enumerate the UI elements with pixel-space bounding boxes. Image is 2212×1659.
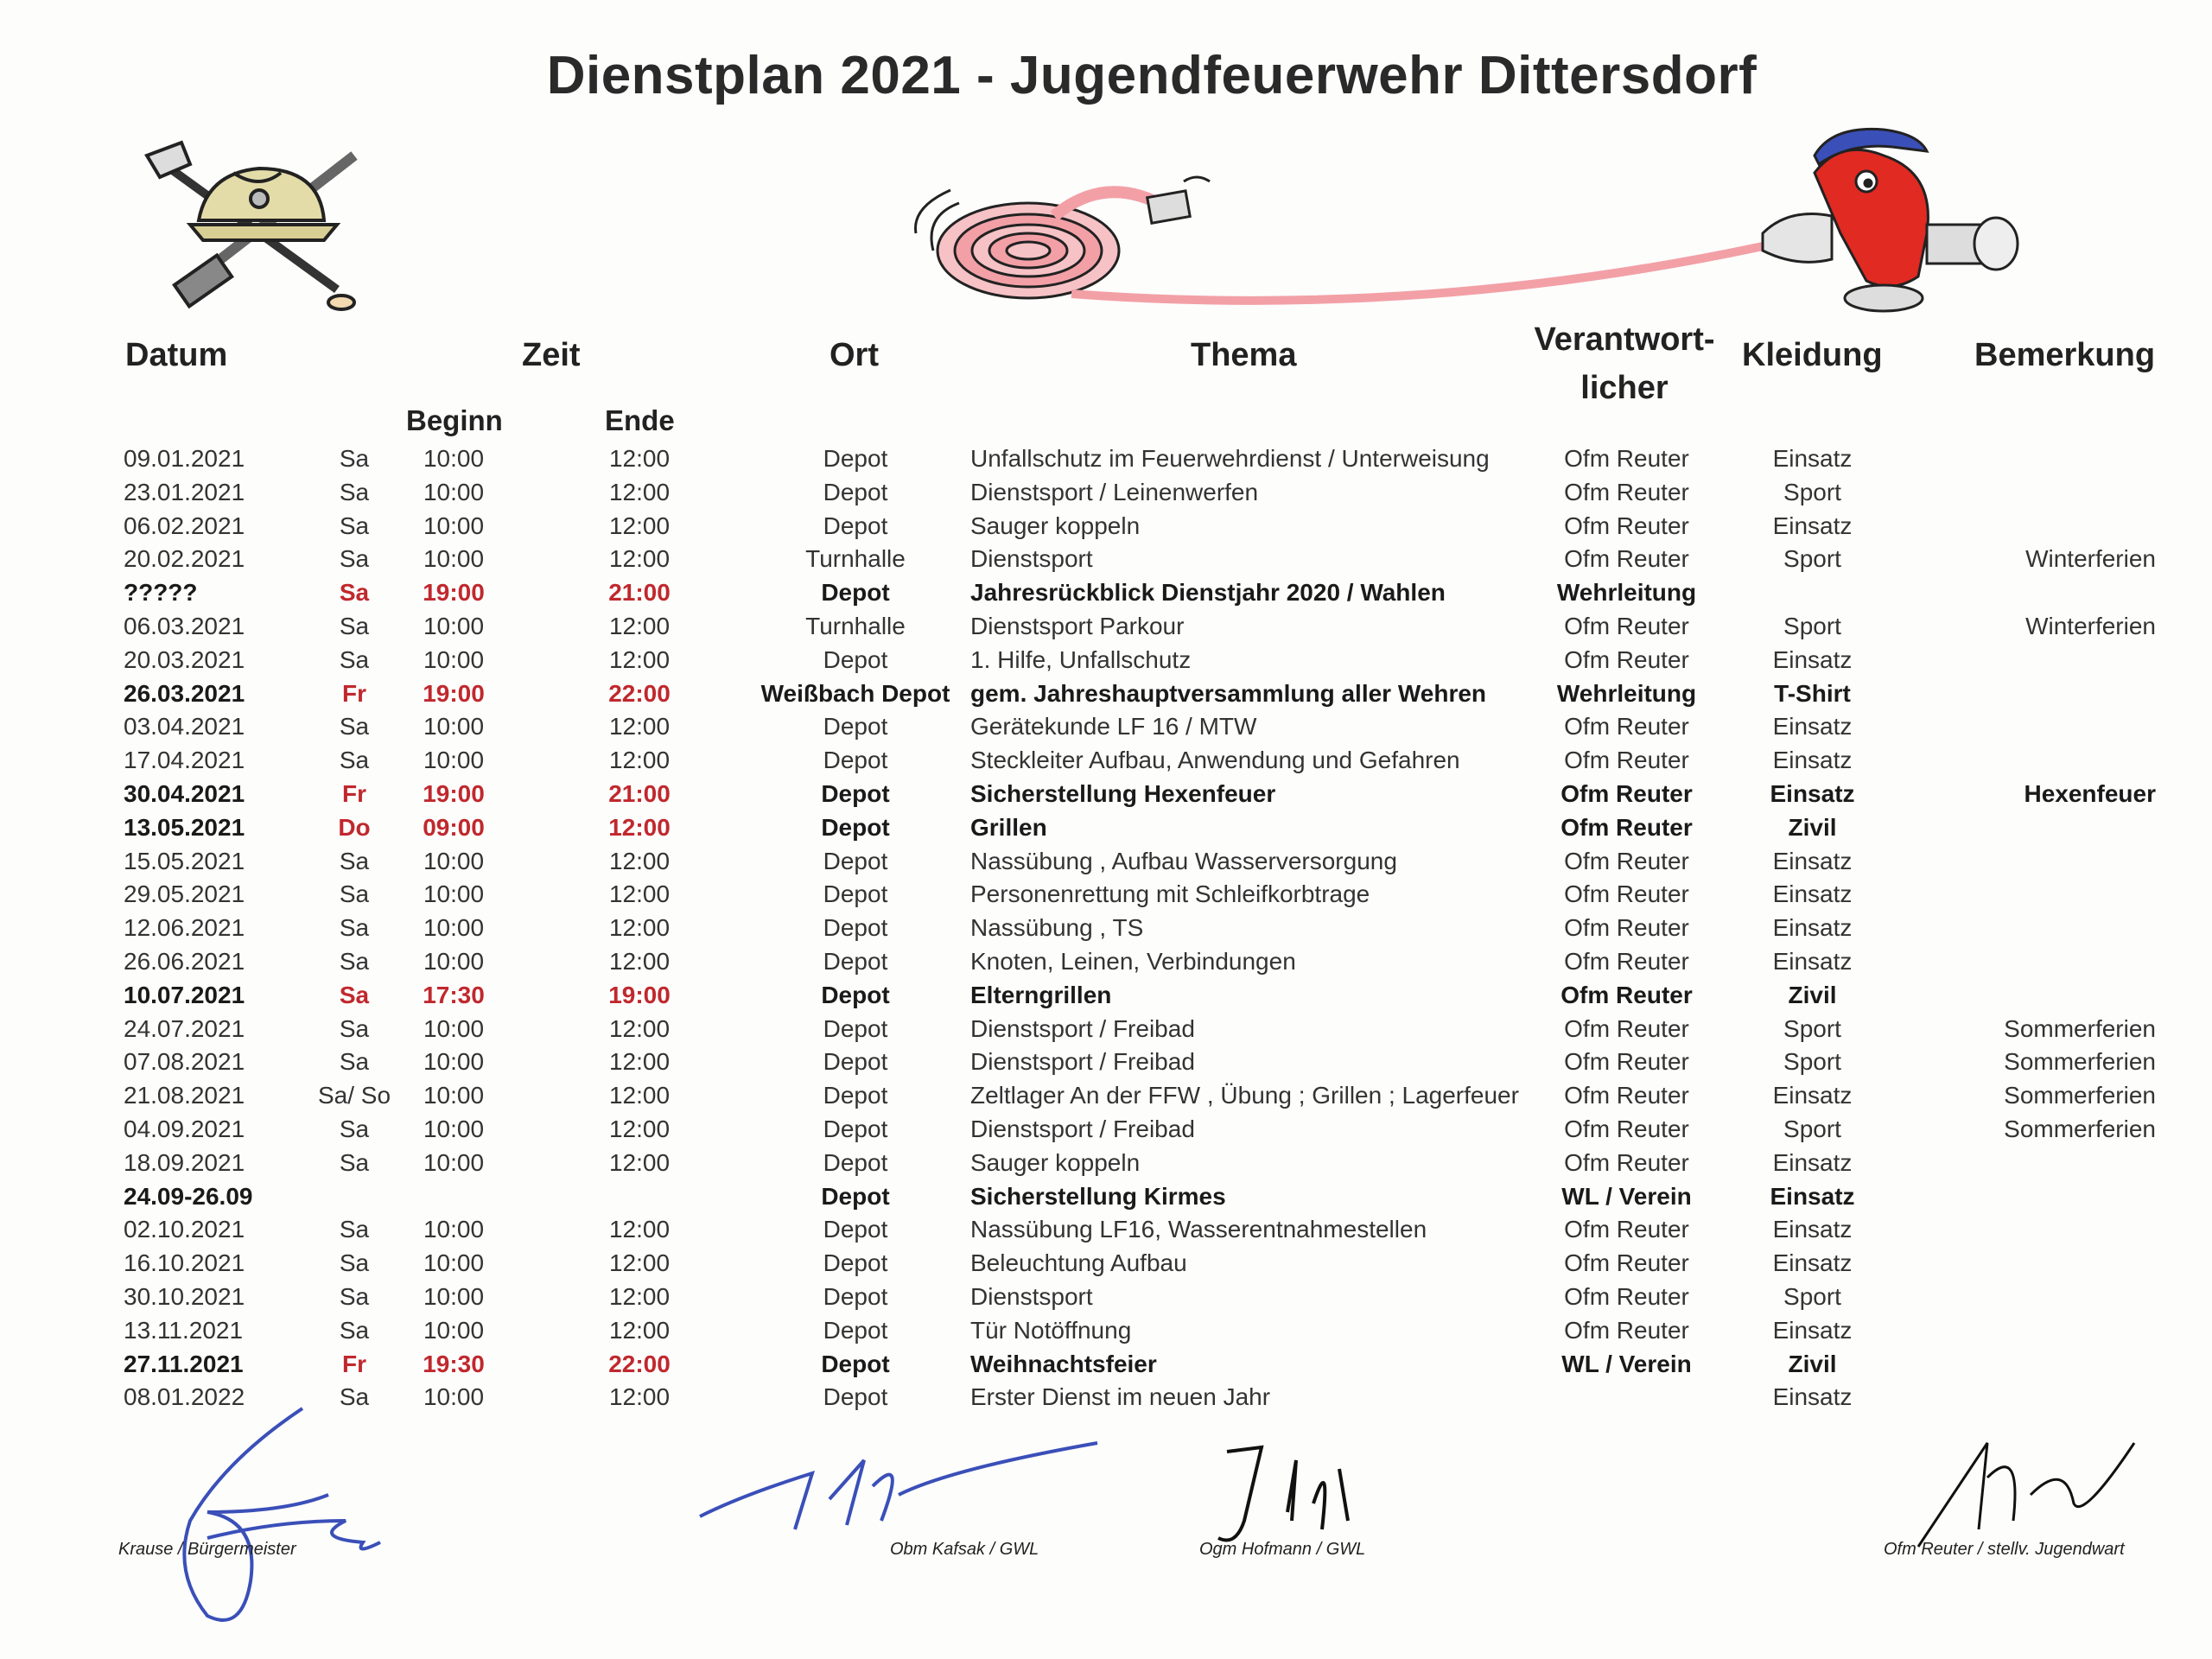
cell-thema: Dienstsport / Freibad xyxy=(970,1014,1195,1042)
cell-day: Sa xyxy=(339,947,370,975)
cell-end: 12:00 xyxy=(608,1148,671,1176)
cell-end: 22:00 xyxy=(608,1350,671,1377)
header-bemerkung: Bemerkung xyxy=(1974,337,2156,373)
cell-date: 24.09-26.09 xyxy=(124,1182,253,1210)
cell-ort: Depot xyxy=(821,1182,890,1210)
cell-begin: 10:00 xyxy=(423,545,485,573)
cell-begin: 10:00 xyxy=(423,713,485,741)
cell-end: 12:00 xyxy=(608,947,671,975)
cell-verantwortlicher: Ofm Reuter xyxy=(1564,645,1689,673)
cell-date: 04.09.2021 xyxy=(124,1115,245,1142)
cell-end: 12:00 xyxy=(608,1115,671,1142)
cell-ort: Depot xyxy=(821,1350,890,1377)
cell-thema: Zeltlager An der FFW , Übung ; Grillen ; Lagerfeuer xyxy=(970,1082,1519,1109)
cell-kleidung: Zivil xyxy=(1788,981,1837,1008)
cell-ort: Depot xyxy=(821,579,890,607)
cell-date: 12.06.2021 xyxy=(124,914,245,942)
cell-end: 12:00 xyxy=(608,512,671,539)
cell-thema: Nassübung LF16, Wasserentnahmestellen xyxy=(970,1216,1427,1243)
table-row xyxy=(0,644,2212,677)
cell-day: Sa xyxy=(339,612,370,639)
cell-begin: 10:00 xyxy=(423,880,485,908)
cell-end: 12:00 xyxy=(608,1082,671,1109)
cell-date: 30.10.2021 xyxy=(124,1282,245,1310)
cell-ort: Depot xyxy=(823,478,888,505)
cell-thema: Dienstsport / Leinenwerfen xyxy=(970,478,1259,505)
cell-kleidung: Einsatz xyxy=(1772,1148,1853,1176)
cell-day: Sa xyxy=(339,1249,370,1277)
cell-day: Fr xyxy=(342,779,366,807)
cell-date: 20.03.2021 xyxy=(124,645,245,673)
cell-date: 16.10.2021 xyxy=(124,1249,245,1277)
cell-kleidung: T-Shirt xyxy=(1774,679,1851,707)
cell-begin: 10:00 xyxy=(423,847,485,874)
cell-ort: Depot xyxy=(823,1115,888,1142)
cell-ort: Depot xyxy=(823,847,888,874)
cell-ort: Depot xyxy=(823,914,888,942)
cell-end: 12:00 xyxy=(608,1249,671,1277)
cell-end: 12:00 xyxy=(608,1316,671,1344)
cell-kleidung: Einsatz xyxy=(1772,1082,1853,1109)
cell-ort: Depot xyxy=(823,1082,888,1109)
cell-date: 07.08.2021 xyxy=(124,1048,245,1076)
header-kleidung: Kleidung xyxy=(1742,337,1883,373)
cell-end: 12:00 xyxy=(608,914,671,942)
cell-begin: 19:00 xyxy=(423,679,485,707)
table-row xyxy=(0,710,2212,744)
cell-day: Sa xyxy=(339,445,370,472)
cell-date: 03.04.2021 xyxy=(124,713,245,741)
table-row xyxy=(0,1180,2212,1214)
cell-kleidung: Einsatz xyxy=(1772,512,1853,539)
cell-begin: 10:00 xyxy=(423,1048,485,1076)
cell-begin: 10:00 xyxy=(423,1316,485,1344)
cell-verantwortlicher: WL / Verein xyxy=(1561,1350,1692,1377)
cell-bemerkung: Winterferien xyxy=(2025,545,2156,573)
schedule-table xyxy=(0,442,2212,1414)
cell-date: ????? xyxy=(124,579,198,607)
cell-date: 29.05.2021 xyxy=(124,880,245,908)
cell-kleidung: Zivil xyxy=(1788,813,1837,841)
cell-thema: Sicherstellung Kirmes xyxy=(970,1182,1226,1210)
cell-thema: Nassübung , TS xyxy=(970,914,1144,942)
cell-day: Sa xyxy=(339,981,370,1008)
cell-verantwortlicher: Ofm Reuter xyxy=(1564,1316,1689,1344)
cell-verantwortlicher: Ofm Reuter xyxy=(1564,880,1689,908)
cell-ort: Depot xyxy=(823,1216,888,1243)
cell-day: Sa xyxy=(339,1282,370,1310)
signature-label-krause: Krause / Bürgermeister xyxy=(118,1540,296,1559)
cell-kleidung: Sport xyxy=(1783,1282,1841,1310)
cell-kleidung: Sport xyxy=(1783,545,1841,573)
cell-thema: Unfallschutz im Feuerwehrdienst / Unterweisung xyxy=(970,445,1490,472)
table-row xyxy=(0,1314,2212,1348)
cell-begin: 10:00 xyxy=(423,747,485,774)
cell-end: 12:00 xyxy=(608,813,671,841)
cell-end: 12:00 xyxy=(608,747,671,774)
cell-date: 02.10.2021 xyxy=(124,1216,245,1243)
cell-thema: Dienstsport xyxy=(970,1282,1093,1310)
cell-date: 26.03.2021 xyxy=(124,679,245,707)
table-row xyxy=(0,912,2212,945)
cell-thema: Steckleiter Aufbau, Anwendung und Gefahren xyxy=(970,747,1460,774)
cell-verantwortlicher: Wehrleitung xyxy=(1556,679,1697,707)
table-row xyxy=(0,1046,2212,1079)
cell-date: 09.01.2021 xyxy=(124,445,245,472)
cell-date: 30.04.2021 xyxy=(124,779,245,807)
cell-day: Sa/ So xyxy=(317,1082,391,1109)
cell-ort: Depot xyxy=(821,813,890,841)
cell-day: Sa xyxy=(339,1014,370,1042)
cell-ort: Depot xyxy=(823,1282,888,1310)
cell-end: 19:00 xyxy=(608,981,671,1008)
cell-thema: Grillen xyxy=(970,813,1047,841)
table-row xyxy=(0,610,2212,644)
cell-kleidung: Einsatz xyxy=(1770,1182,1855,1210)
cell-begin: 10:00 xyxy=(423,1082,485,1109)
table-row xyxy=(0,1281,2212,1314)
cell-ort: Depot xyxy=(823,1316,888,1344)
cell-verantwortlicher: Wehrleitung xyxy=(1556,579,1697,607)
cell-ort: Depot xyxy=(823,512,888,539)
cell-thema: Personenrettung mit Schleifkorbtrage xyxy=(970,880,1370,908)
cell-end: 12:00 xyxy=(608,1282,671,1310)
cell-kleidung: Sport xyxy=(1783,1115,1841,1142)
cell-kleidung: Sport xyxy=(1783,612,1841,639)
cell-ort: Depot xyxy=(821,779,890,807)
table-row xyxy=(0,677,2212,711)
cell-bemerkung: Sommerferien xyxy=(2004,1048,2156,1076)
cell-end: 22:00 xyxy=(608,679,671,707)
cell-kleidung: Einsatz xyxy=(1772,645,1853,673)
cell-kleidung: Einsatz xyxy=(1772,847,1853,874)
cell-verantwortlicher: Ofm Reuter xyxy=(1564,747,1689,774)
cell-date: 10.07.2021 xyxy=(124,981,245,1008)
cell-date: 06.03.2021 xyxy=(124,612,245,639)
cell-ort: Depot xyxy=(823,1014,888,1042)
cell-begin: 10:00 xyxy=(423,1148,485,1176)
cell-bemerkung: Hexenfeuer xyxy=(2024,779,2156,807)
signature-label-kafsak: Obm Kafsak / GWL xyxy=(890,1540,1039,1559)
cell-bemerkung: Sommerferien xyxy=(2004,1115,2156,1142)
cell-ort: Turnhalle xyxy=(805,545,906,573)
cell-kleidung: Einsatz xyxy=(1772,445,1853,472)
table-row xyxy=(0,878,2212,912)
cell-date: 13.11.2021 xyxy=(124,1316,244,1344)
header-zeit: Zeit xyxy=(522,337,581,373)
header-verantwortlicher xyxy=(1525,315,1724,412)
cell-verantwortlicher: Ofm Reuter xyxy=(1564,612,1689,639)
cell-begin: 10:00 xyxy=(423,612,485,639)
cell-kleidung: Sport xyxy=(1783,1048,1841,1076)
cell-date: 18.09.2021 xyxy=(124,1148,245,1176)
table-row xyxy=(0,442,2212,476)
cell-ort: Depot xyxy=(823,1148,888,1176)
cell-end: 12:00 xyxy=(608,1048,671,1076)
cell-begin: 10:00 xyxy=(423,1282,485,1310)
cell-kleidung: Einsatz xyxy=(1770,779,1855,807)
cell-verantwortlicher: Ofm Reuter xyxy=(1564,1249,1689,1277)
cell-date: 26.06.2021 xyxy=(124,947,245,975)
table-row xyxy=(0,744,2212,778)
signature-krause xyxy=(156,1391,397,1633)
cell-thema: Dienstsport / Freibad xyxy=(970,1048,1195,1076)
cell-thema: gem. Jahreshauptversammlung aller Wehren xyxy=(970,679,1487,707)
page-title: Dienstplan 2021 - Jugendfeuerwehr Dittersdorf xyxy=(546,46,1758,105)
cell-kleidung: Sport xyxy=(1783,478,1841,505)
signature-kafsak xyxy=(691,1434,1106,1538)
cell-begin: 10:00 xyxy=(423,445,485,472)
cell-day: Fr xyxy=(342,679,366,707)
table-row xyxy=(0,845,2212,879)
cell-verantwortlicher: Ofm Reuter xyxy=(1560,981,1693,1008)
cell-end: 12:00 xyxy=(608,1216,671,1243)
cell-bemerkung: Winterferien xyxy=(2025,612,2156,639)
cell-begin: 10:00 xyxy=(423,947,485,975)
cell-verantwortlicher: Ofm Reuter xyxy=(1564,713,1689,741)
signature-reuter xyxy=(1901,1426,2143,1555)
cell-thema: Dienstsport / Freibad xyxy=(970,1115,1195,1142)
cell-verantwortlicher: Ofm Reuter xyxy=(1564,1216,1689,1243)
cell-kleidung: Einsatz xyxy=(1772,914,1853,942)
table-row xyxy=(0,1013,2212,1046)
cell-day: Sa xyxy=(339,645,370,673)
header-verantwortlicher-line1: Verantwort- xyxy=(1534,321,1715,358)
cell-thema: Gerätekunde LF 16 / MTW xyxy=(970,713,1257,741)
cell-verantwortlicher: Ofm Reuter xyxy=(1560,813,1693,841)
cell-end: 12:00 xyxy=(608,847,671,874)
cell-end: 12:00 xyxy=(608,478,671,505)
cell-begin: 10:00 xyxy=(423,645,485,673)
cell-begin: 10:00 xyxy=(423,1115,485,1142)
cell-verantwortlicher: Ofm Reuter xyxy=(1564,1048,1689,1076)
fire-helmet-logo-icon xyxy=(130,138,389,311)
table-row xyxy=(0,1213,2212,1247)
cell-end: 12:00 xyxy=(608,645,671,673)
cell-day: Do xyxy=(338,813,371,841)
cell-verantwortlicher: Ofm Reuter xyxy=(1564,947,1689,975)
cell-begin: 19:00 xyxy=(423,779,485,807)
cell-date: 17.04.2021 xyxy=(124,747,245,774)
table-row xyxy=(0,543,2212,576)
cell-day: Sa xyxy=(339,880,370,908)
cell-thema: Erster Dienst im neuen Jahr xyxy=(970,1383,1271,1411)
table-row xyxy=(0,510,2212,543)
table-row xyxy=(0,1247,2212,1281)
cell-ort: Turnhalle xyxy=(805,612,906,639)
cell-end: 12:00 xyxy=(608,880,671,908)
cell-verantwortlicher: Ofm Reuter xyxy=(1564,445,1689,472)
cell-date: 27.11.2021 xyxy=(124,1350,244,1377)
cell-verantwortlicher: Ofm Reuter xyxy=(1564,545,1689,573)
cell-ort: Depot xyxy=(823,947,888,975)
cell-end: 21:00 xyxy=(608,579,671,607)
cell-date: 20.02.2021 xyxy=(124,545,245,573)
cell-begin: 19:30 xyxy=(423,1350,485,1377)
cell-thema: 1. Hilfe, Unfallschutz xyxy=(970,645,1192,673)
cell-ort: Depot xyxy=(821,981,890,1008)
cell-ort: Weißbach Depot xyxy=(760,679,950,707)
cell-begin: 10:00 xyxy=(423,1383,485,1411)
header-thema: Thema xyxy=(1191,337,1297,373)
cell-kleidung: Einsatz xyxy=(1772,1316,1853,1344)
cell-day: Sa xyxy=(339,747,370,774)
cell-date: 21.08.2021 xyxy=(124,1082,245,1109)
cell-begin: 09:00 xyxy=(423,813,485,841)
cell-verantwortlicher: Ofm Reuter xyxy=(1564,1082,1689,1109)
cell-kleidung: Einsatz xyxy=(1772,1249,1853,1277)
cell-date: 13.05.2021 xyxy=(124,813,245,841)
table-row xyxy=(0,1079,2212,1113)
cell-begin: 19:00 xyxy=(423,579,485,607)
signature-hofmann xyxy=(1192,1434,1408,1555)
header-datum: Datum xyxy=(125,337,228,373)
cell-day: Sa xyxy=(339,478,370,505)
cell-begin: 10:00 xyxy=(423,512,485,539)
cell-begin: 10:00 xyxy=(423,1216,485,1243)
cell-thema: Sicherstellung Hexenfeuer xyxy=(970,779,1276,807)
table-row xyxy=(0,811,2212,845)
cell-day: Sa xyxy=(339,579,370,607)
cell-kleidung: Einsatz xyxy=(1772,1216,1853,1243)
header-verantwortlicher-line2: licher xyxy=(1580,370,1669,406)
cell-end: 12:00 xyxy=(608,612,671,639)
cell-verantwortlicher: WL / Verein xyxy=(1561,1182,1692,1210)
cell-ort: Depot xyxy=(823,1383,888,1411)
cell-thema: Sauger koppeln xyxy=(970,512,1141,539)
table-row xyxy=(0,979,2212,1013)
cell-day: Sa xyxy=(339,1148,370,1176)
cell-ort: Depot xyxy=(823,445,888,472)
cell-verantwortlicher: Ofm Reuter xyxy=(1564,1014,1689,1042)
cell-verantwortlicher: Ofm Reuter xyxy=(1564,1148,1689,1176)
cell-kleidung: Einsatz xyxy=(1772,947,1853,975)
table-row xyxy=(0,576,2212,610)
table-row xyxy=(0,476,2212,510)
cell-day: Sa xyxy=(339,545,370,573)
cell-ort: Depot xyxy=(823,1249,888,1277)
header-ort: Ort xyxy=(830,337,879,373)
cell-thema: Nassübung , Aufbau Wasserversorgung xyxy=(970,847,1397,874)
cell-day: Sa xyxy=(339,512,370,539)
cell-begin: 10:00 xyxy=(423,478,485,505)
cell-begin: 10:00 xyxy=(423,1014,485,1042)
cell-ort: Depot xyxy=(823,1048,888,1076)
cell-thema: Beleuchtung Aufbau xyxy=(970,1249,1187,1277)
subheader-beginn: Beginn xyxy=(406,404,503,436)
cell-end: 12:00 xyxy=(608,545,671,573)
table-row xyxy=(0,1113,2212,1147)
cell-kleidung: Einsatz xyxy=(1772,747,1853,774)
cell-thema: Jahresrückblick Dienstjahr 2020 / Wahlen xyxy=(970,579,1446,607)
cell-end: 12:00 xyxy=(608,445,671,472)
cell-bemerkung: Sommerferien xyxy=(2004,1014,2156,1042)
cell-kleidung: Zivil xyxy=(1788,1350,1837,1377)
table-row xyxy=(0,1147,2212,1180)
cell-day: Sa xyxy=(339,1316,370,1344)
cell-ort: Depot xyxy=(823,880,888,908)
cell-end: 12:00 xyxy=(608,1014,671,1042)
cell-date: 06.02.2021 xyxy=(124,512,245,539)
cell-thema: Elterngrillen xyxy=(970,981,1112,1008)
cell-ort: Depot xyxy=(823,713,888,741)
cell-day: Fr xyxy=(342,1350,366,1377)
cell-end: 12:00 xyxy=(608,713,671,741)
cell-verantwortlicher: Ofm Reuter xyxy=(1564,1115,1689,1142)
table-row xyxy=(0,1348,2212,1382)
cell-verantwortlicher: Ofm Reuter xyxy=(1564,847,1689,874)
hose-mascot-illustration xyxy=(899,121,2126,320)
cell-end: 12:00 xyxy=(608,1383,671,1411)
table-row xyxy=(0,778,2212,811)
signature-label-reuter: Ofm Reuter / stellv. Jugendwart xyxy=(1884,1540,2125,1559)
subheader-ende: Ende xyxy=(605,404,675,436)
cell-verantwortlicher: Ofm Reuter xyxy=(1564,914,1689,942)
cell-day: Sa xyxy=(339,1383,370,1411)
cell-date: 24.07.2021 xyxy=(124,1014,245,1042)
cell-thema: Knoten, Leinen, Verbindungen xyxy=(970,947,1296,975)
cell-kleidung: Sport xyxy=(1783,1014,1841,1042)
cell-verantwortlicher: Ofm Reuter xyxy=(1564,512,1689,539)
cell-verantwortlicher: Ofm Reuter xyxy=(1564,478,1689,505)
cell-thema: Dienstsport xyxy=(970,545,1093,573)
cell-kleidung: Einsatz xyxy=(1772,713,1853,741)
cell-day: Sa xyxy=(339,1048,370,1076)
cell-day: Sa xyxy=(339,713,370,741)
cell-date: 15.05.2021 xyxy=(124,847,245,874)
cell-ort: Depot xyxy=(823,747,888,774)
cell-verantwortlicher: Ofm Reuter xyxy=(1564,1282,1689,1310)
cell-date: 08.01.2022 xyxy=(124,1383,245,1411)
cell-thema: Sauger koppeln xyxy=(970,1148,1141,1176)
cell-thema: Tür Notöffnung xyxy=(970,1316,1132,1344)
cell-thema: Weihnachtsfeier xyxy=(970,1350,1157,1377)
cell-begin: 10:00 xyxy=(423,1249,485,1277)
cell-thema: Dienstsport Parkour xyxy=(970,612,1185,639)
cell-day: Sa xyxy=(339,847,370,874)
cell-kleidung: Einsatz xyxy=(1772,1383,1853,1411)
cell-day: Sa xyxy=(339,1115,370,1142)
cell-verantwortlicher: Ofm Reuter xyxy=(1560,779,1693,807)
cell-end: 21:00 xyxy=(608,779,671,807)
cell-begin: 17:30 xyxy=(423,981,485,1008)
cell-day: Sa xyxy=(339,914,370,942)
signature-label-hofmann: Ogm Hofmann / GWL xyxy=(1199,1540,1366,1559)
cell-bemerkung: Sommerferien xyxy=(2004,1082,2156,1109)
cell-kleidung: Einsatz xyxy=(1772,880,1853,908)
cell-date: 23.01.2021 xyxy=(124,478,245,505)
table-row xyxy=(0,945,2212,979)
cell-begin: 10:00 xyxy=(423,914,485,942)
cell-day: Sa xyxy=(339,1216,370,1243)
cell-ort: Depot xyxy=(823,645,888,673)
